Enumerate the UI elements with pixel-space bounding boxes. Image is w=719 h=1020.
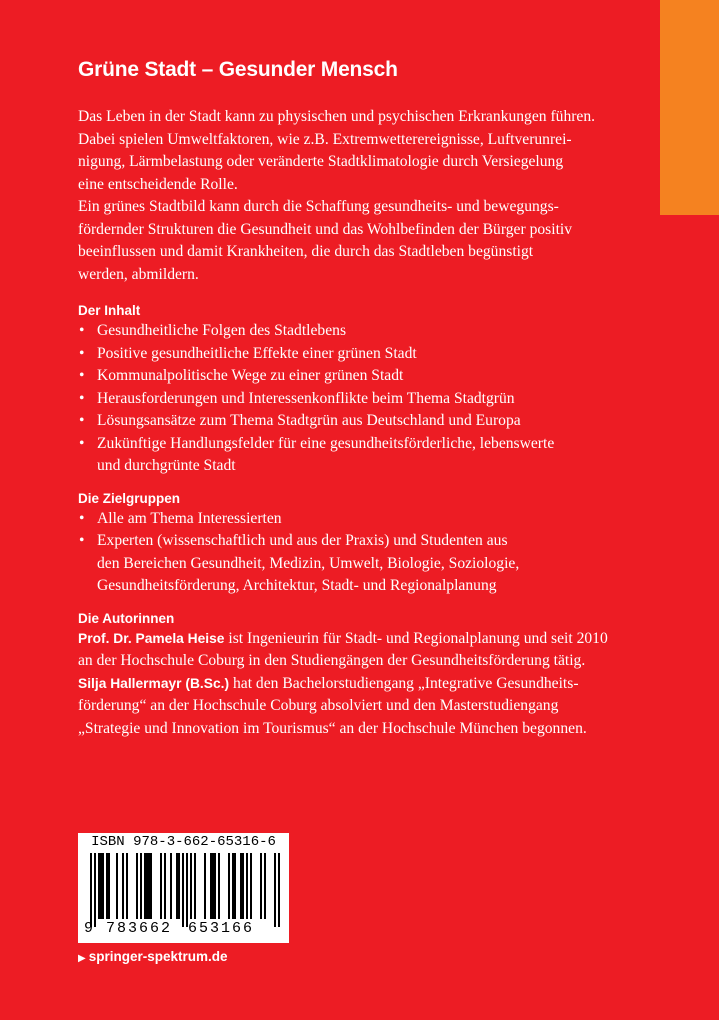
barcode-bar [278, 853, 280, 927]
list-item-text: Experten (wissenschaftlich und aus der Praxis) und Studenten aus [97, 532, 508, 549]
bullet-icon: • [79, 509, 85, 527]
barcode-bar [150, 853, 152, 919]
list-item-text: Lösungsansätze zum Thema Stadtgrün aus Deutschland und Europa [97, 412, 521, 429]
intro-line: nigung, Lärmbelastung oder veränderte Stadtklimatologie durch Versiegelung [78, 153, 564, 170]
ean-digits [78, 920, 289, 940]
barcode-bar [146, 853, 148, 919]
section-autorinnen [78, 611, 638, 741]
section-zielgruppen [78, 491, 638, 598]
barcode-bar [242, 853, 244, 919]
intro-line: fördernder Strukturen die Gesundheit und das Wohlbefinden der Bürger positiv [78, 220, 573, 238]
list-item [78, 508, 638, 531]
barcode-bar [232, 853, 234, 919]
barcode-bar [178, 853, 180, 919]
intro-line: Das Leben in der Stadt kann zu physischen und psychischen Erkrankungen führen. [78, 108, 596, 125]
author1-text: ist Ingenieurin für Stadt- und Regionalplanung und seit 2010 [224, 629, 608, 647]
section-inhalt [78, 303, 638, 478]
barcode-bar [160, 853, 162, 919]
barcode-bar [210, 853, 212, 919]
barcode-bar [204, 853, 206, 919]
barcode-bar [106, 853, 108, 919]
section-heading-inhalt: Der Inhalt [78, 303, 141, 318]
barcode-bar [98, 853, 100, 919]
barcode-bar [194, 853, 196, 919]
author2-line: „Strategie und Innovation im Tourismus“ an der Hochschule München begonnen. [78, 719, 587, 737]
barcode-bar [250, 853, 252, 919]
list-item-text: Alle am Thema Interessierten [97, 509, 282, 527]
barcode-bar [234, 853, 236, 919]
list-item-text: Gesundheitsförderung, Architektur, Stadt- und Regionalplanung [97, 577, 497, 594]
arrow-right-icon: ▶ [78, 953, 86, 964]
intro-line: Dabei spielen Umweltfaktoren, wie z.B. Extremwetterereignisse, Luftverunrei- [78, 130, 572, 148]
orange-accent-bar [660, 0, 719, 215]
barcode-bar [260, 853, 262, 919]
inhalt-list [78, 320, 638, 478]
barcode-bar [126, 853, 128, 919]
list-item-text: Positive gesundheitliche Effekte einer grünen Stadt [97, 344, 417, 362]
barcode-bar [122, 853, 124, 919]
list-item [78, 410, 638, 433]
barcode-bar [140, 853, 142, 919]
list-item [78, 343, 638, 366]
book-title: Grüne Stadt – Gesunder Mensch [78, 58, 398, 81]
bullet-icon: • [79, 322, 85, 339]
ean-right-digits: 653166 [188, 920, 255, 937]
intro-line: werden, abmildern. [78, 265, 199, 283]
intro-line: Ein grünes Stadtbild kann durch die Schaffung gesundheits- und bewegungs- [78, 198, 559, 215]
author2-line: förderung“ an der Hochschule Coburg absolviert und den Masterstudiengang [78, 697, 559, 714]
list-item [78, 530, 638, 598]
bullet-icon: • [79, 389, 85, 407]
list-item [78, 433, 638, 478]
back-cover-content [78, 58, 638, 740]
barcode-bar [144, 853, 146, 919]
author1-name: Prof. Dr. Pamela Heise [78, 630, 225, 646]
barcode-bar [176, 853, 178, 919]
author2-line [78, 673, 638, 696]
list-item [78, 320, 638, 343]
bullet-icon: • [79, 412, 85, 429]
barcode-bar [116, 853, 118, 919]
author2-name: Silja Hallermayr (B.Sc.) [78, 675, 230, 691]
barcode-bar [100, 853, 102, 919]
barcode-bar [218, 853, 220, 919]
barcode-bar [164, 853, 166, 919]
publisher-link[interactable] [78, 949, 228, 964]
list-item-text: Zukünftige Handlungsfelder für eine gesundheitsförderliche, lebenswerte [97, 434, 555, 452]
list-item [78, 388, 638, 411]
barcode-bar [94, 853, 96, 927]
list-item-text: Gesundheitliche Folgen des Stadtlebens [97, 322, 347, 339]
barcode-bar [148, 853, 150, 919]
section-heading-autorinnen: Die Autorinnen [78, 610, 175, 626]
barcode-bar [90, 853, 92, 927]
barcode-bar [186, 853, 188, 927]
intro-line: eine entscheidende Rolle. [78, 175, 238, 193]
author1-line: an der Hochschule Coburg in den Studiengängen der Gesundheitsförderung tätig. [78, 652, 586, 669]
list-item-text: Herausforderungen und Interessenkonflikte beim Thema Stadtgrün [97, 389, 515, 407]
bullet-icon: • [79, 344, 85, 362]
barcode-bar [182, 853, 184, 927]
publisher-url: springer-spektrum.de [88, 949, 228, 964]
list-item-text: und durchgrünte Stadt [97, 457, 236, 474]
barcode-bar [190, 853, 192, 919]
ean-first-digit: 9 [84, 920, 94, 937]
barcode-bar [136, 853, 138, 919]
barcode-bar [212, 853, 214, 919]
barcode-bar [102, 853, 104, 919]
author1-line [78, 628, 638, 651]
ean-left-digits: 783662 [106, 920, 173, 937]
barcode-bar [228, 853, 230, 919]
bullet-icon: • [79, 532, 85, 549]
barcode-bar [274, 853, 276, 927]
list-item-text: Kommunalpolitische Wege zu einer grünen Stadt [97, 367, 404, 384]
bullet-icon: • [79, 367, 85, 384]
barcode-bar [264, 853, 266, 919]
list-item-text: den Bereichen Gesundheit, Medizin, Umwelt, Biologie, Soziologie, [97, 554, 520, 572]
isbn-barcode [78, 833, 289, 943]
intro-text [78, 106, 638, 286]
list-item [78, 365, 638, 388]
barcode-bar [170, 853, 172, 919]
barcode-bar [214, 853, 216, 919]
intro-line: beeinflussen und damit Krankheiten, die durch das Stadtleben begünstigt [78, 243, 534, 260]
barcode-bar [240, 853, 242, 919]
isbn-number: ISBN 978-3-662-65316-6 [91, 834, 276, 850]
section-heading-zielgruppen: Die Zielgruppen [78, 490, 181, 506]
barcode-bar [246, 853, 248, 919]
barcode-bar [108, 853, 110, 919]
bullet-icon: • [79, 434, 85, 452]
author2-text: hat den Bachelorstudiengang „Integrative Gesundheits- [229, 674, 579, 692]
zielgruppen-list [78, 508, 638, 598]
